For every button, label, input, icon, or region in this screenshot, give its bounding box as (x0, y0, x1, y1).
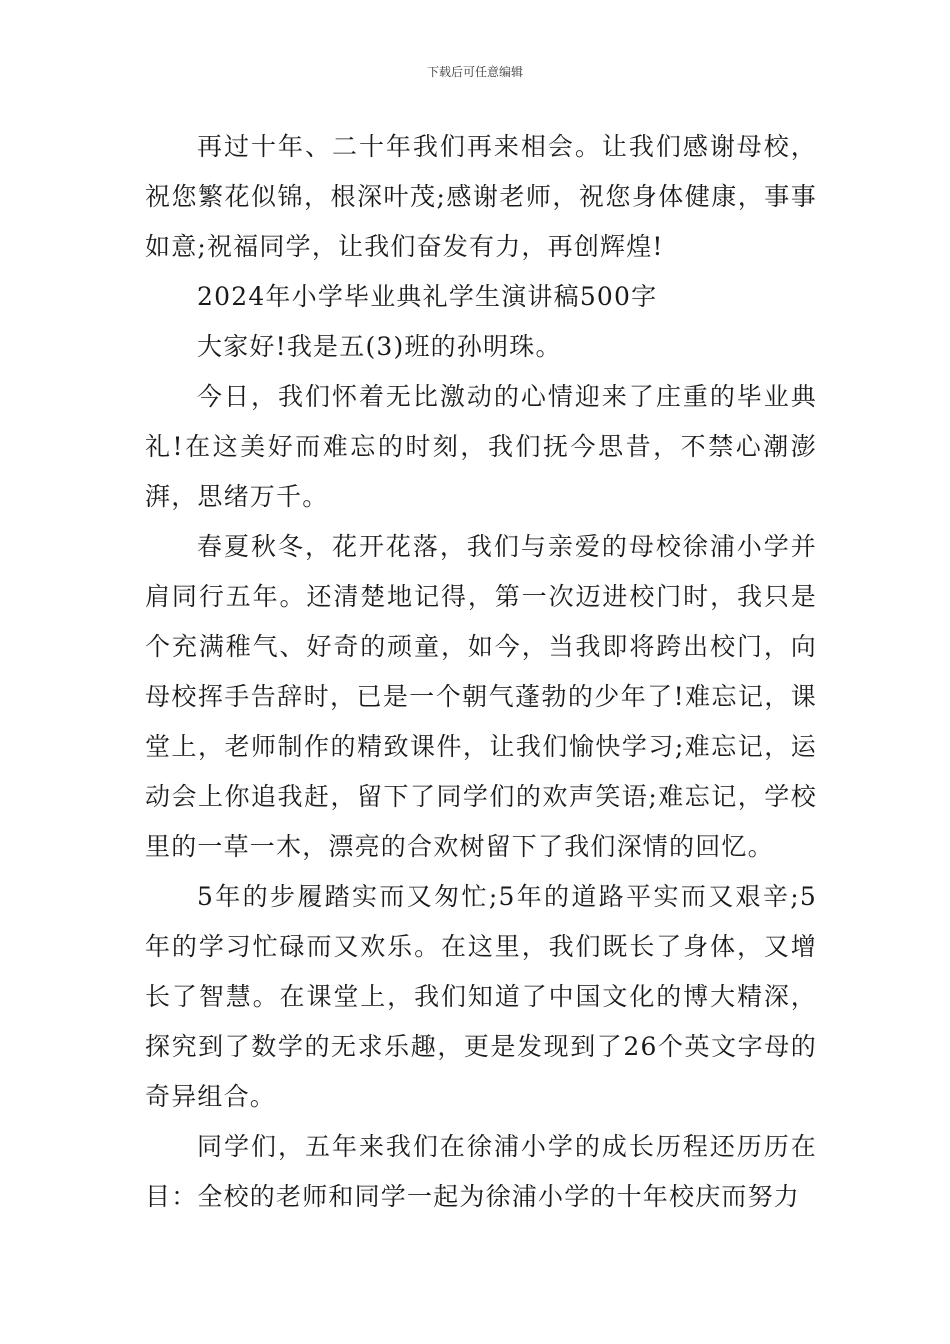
paragraph-growth: 同学们，五年来我们在徐浦小学的成长历程还历历在目：全校的老师和同学一起为徐浦小学的十年校庆而努力 (145, 1132, 817, 1211)
document-body (145, 122, 817, 1222)
page-header: 下载后可任意编辑 (426, 65, 523, 79)
speech-title: 2024年小学毕业典礼学生演讲稿500字 (197, 282, 658, 311)
paragraph-greeting: 大家好!我是五(3)班的孙明珠。 (197, 332, 562, 361)
paragraph-ceremony: 今日，我们怀着无比激动的心情迎来了庄重的毕业典礼!在这美好而难忘的时刻，我们抚今思昔，不禁心潮澎湃，思绪万千。 (145, 382, 817, 511)
paragraph-closing-wishes: 再过十年、二十年我们再来相会。让我们感谢母校，祝您繁花似锦，根深叶茂;感谢老师，祝您身体健康，事事如意;祝福同学，让我们奋发有力，再创辉煌! (145, 132, 817, 261)
paragraph-five-years: 5年的步履踏实而又匆忙;5年的道路平实而又艰辛;5年的学习忙碌而又欢乐。在这里，我们既长了身体，又增长了智慧。在课堂上，我们知道了中国文化的博大精深，探究到了数学的无求乐趣，更是发现到了26个英文字母的奇异组合。 (145, 882, 817, 1111)
paragraph-memories: 春夏秋冬，花开花落，我们与亲爱的母校徐浦小学并肩同行五年。还清楚地记得，第一次迈进校门时，我只是个充满稚气、好奇的顽童，如今，当我即将跨出校门，向母校挥手告辞时，已是一个朝气蓬勃的少年了!难忘记，课堂上，老师制作的精致课件，让我们愉快学习;难忘记，运动会上你追我赶，留下了同学们的欢声笑语;难忘记，学校里的一草一木，漂亮的合欢树留下了我们深情的回忆。 (145, 532, 817, 861)
